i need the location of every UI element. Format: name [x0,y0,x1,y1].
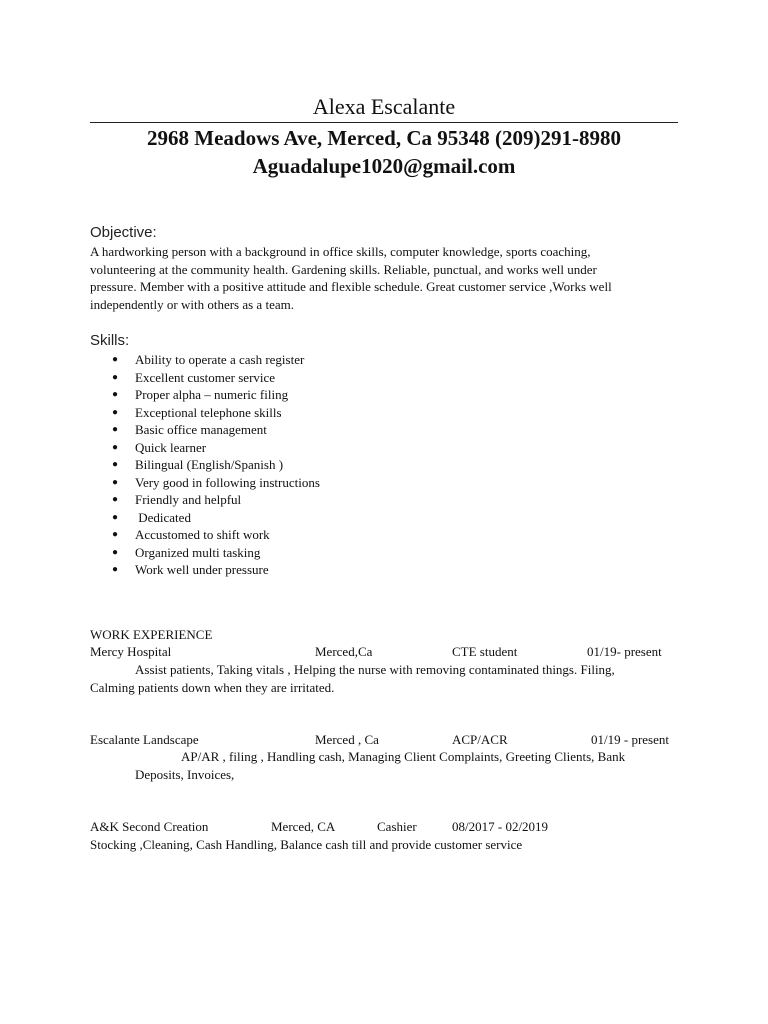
skill-item: ● Work well under pressure [112,562,269,577]
skill-item: ● Exceptional telephone skills [112,404,282,420]
address-phone-line: 2968 Meadows Ave, Merced, Ca 95348 (209)291-8980 [147,126,621,150]
bullet-icon: ● [112,441,119,453]
work-experience-heading: WORK EXPERIENCE [90,627,213,642]
skills-heading: Skills: [90,332,130,349]
skill-item: ● Basic office management [112,422,267,437]
bullet-icon: ● [112,406,119,418]
email-address: Aguadalupe1020@gmail.com [252,154,516,178]
skill-item: ● Friendly and helpful [112,492,242,507]
skill-item: ● Accustomed to shift work [112,527,270,542]
bullet-icon: ● [112,546,119,558]
bullet-icon: ● [112,494,119,505]
bullet-icon: ● [112,529,119,540]
skill-item: ● Quick learner [112,439,207,455]
job-location: Merced , Ca [315,732,379,747]
skill-item: ● Bilingual (English/Spanish ) [112,457,284,472]
skill-item: ● Excellent customer service [112,369,276,385]
objective-line: independently or with others as a team. [90,296,294,312]
job-dates: 08/2017 - 02/2019 [452,819,549,834]
job-location: Merced,Ca [315,644,373,659]
job-dates: 01/19 - present [591,732,669,747]
job-location: Merced, CA [271,819,336,834]
bullet-icon: ● [112,476,119,488]
bullet-icon: ● [112,354,119,365]
objective-line: A hardworking person with a background in office skills, computer knowledge, sports coaching, [90,244,591,259]
objective-heading: Objective: [90,224,157,241]
header-divider [90,122,678,123]
job-description: Deposits, Invoices, [135,767,235,782]
bullet-icon: ● [112,389,119,400]
job-role: CTE student [452,644,518,659]
job-employer: A&K Second Creation [90,819,209,834]
skill-item: ● Organized multi tasking [112,544,261,560]
skill-item: ● Ability to operate a cash register [112,352,305,367]
skill-item: ● Proper alpha – numeric filing [112,387,289,402]
job-description: Calming patients down when they are irritated. [90,680,335,695]
skill-item: ● Dedicated [112,509,191,525]
bullet-icon: ● [112,511,119,523]
skills-list [90,351,320,579]
skill-item: ● Very good in following instructions [112,474,320,490]
objective-line: pressure. Member with a positive attitude and flexible schedule. Great customer service ,Works well [90,279,612,294]
job-description: AP/AR , filing , Handling cash, Managing Client Complaints, Greeting Clients, Bank [181,749,626,764]
job-role: Cashier [377,819,417,834]
objective-text [90,243,670,313]
job-employer: Mercy Hospital [90,644,172,659]
bullet-icon: ● [112,424,119,435]
objective-line: volunteering at the community health. Gardening skills. Reliable, punctual, and works well under [90,261,597,277]
job-description: Stocking ,Cleaning, Cash Handling, Balance cash till and provide customer service [90,837,523,852]
bullet-icon: ● [112,459,119,470]
job-employer: Escalante Landscape [90,732,199,747]
job-description: Assist patients, Taking vitals , Helping the nurse with removing contaminated things. Filing, [135,662,615,677]
bullet-icon: ● [112,564,119,575]
applicant-name: Alexa Escalante [312,94,456,119]
job-dates: 01/19- present [587,644,662,659]
job-role: ACP/ACR [452,732,508,747]
bullet-icon: ● [112,371,119,383]
